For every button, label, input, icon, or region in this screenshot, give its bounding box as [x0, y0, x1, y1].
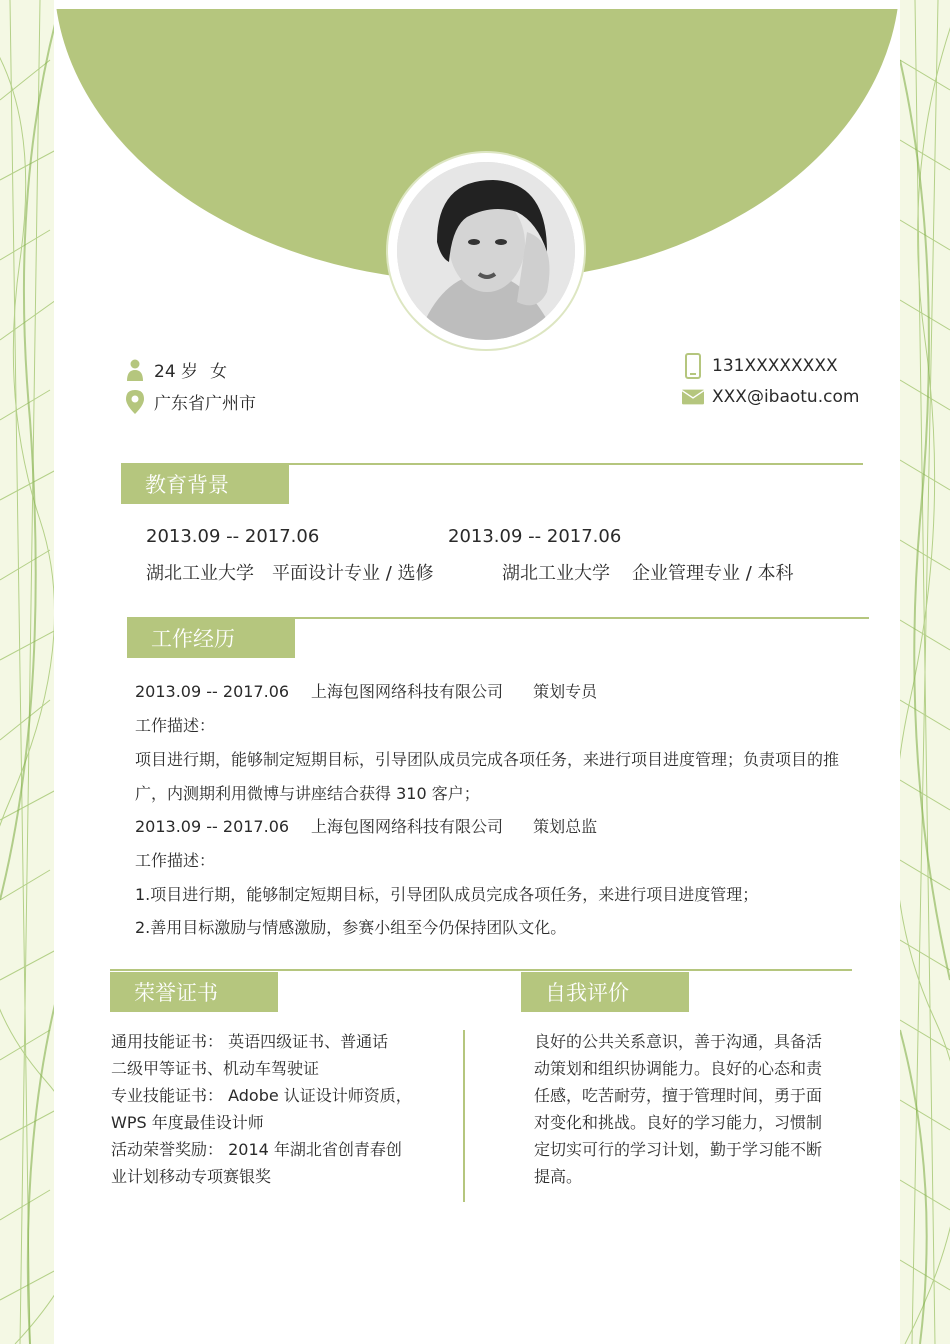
self-eval-line: 对变化和挑战。良好的学习能力，习惯制	[534, 1113, 823, 1132]
honors-line: 通用技能证书： 英语四级证书、普通话	[111, 1032, 389, 1051]
self-eval-text	[534, 1028, 864, 1190]
person-icon	[124, 358, 146, 382]
job-2-header	[135, 810, 597, 844]
honors-line: 专业技能证书： Adobe 认证设计师资质，	[111, 1086, 412, 1105]
honors-line: 业计划移动专项赛银奖	[111, 1167, 272, 1186]
job-1-header	[135, 675, 597, 709]
email-text: XXX@ibaotu.com	[712, 387, 860, 407]
job-2-desc-line: 1.项目进行期，能够制定短期目标，引导团队成员完成各项任务，来进行项目进度管理；	[135, 885, 759, 904]
edu-2-period: 2013.09 -- 2017.06	[448, 526, 622, 547]
phone-icon	[682, 354, 704, 378]
self-eval-line: 定切实可行的学习计划，勤于学习能不断	[534, 1140, 823, 1159]
location-pin-icon	[124, 390, 146, 414]
email	[682, 385, 859, 409]
avatar-frame	[388, 153, 584, 349]
edu-1-detail	[146, 559, 434, 585]
edu-1-school: 湖北工业大学	[146, 563, 254, 584]
education-heading: 教育背景	[121, 464, 289, 504]
job-1-desc-label: 工作描述：	[135, 716, 216, 735]
phone	[682, 354, 838, 378]
edu-2-school: 湖北工业大学	[502, 563, 610, 584]
job-1-position: 策划专员	[533, 682, 598, 701]
honors-line: WPS 年度最佳设计师	[111, 1113, 264, 1132]
phone-text: 131XXXXXXXX	[712, 356, 838, 376]
header-top-margin	[54, 0, 900, 9]
column-divider	[463, 1030, 465, 1202]
bottom-divider	[110, 969, 852, 971]
gender-text: 女	[210, 362, 228, 382]
job-1-period: 2013.09 -- 2017.06	[135, 682, 290, 701]
self-eval-heading: 自我评价	[521, 972, 689, 1012]
job-2-period: 2013.09 -- 2017.06	[135, 817, 290, 836]
job-1-desc-line: 广，内测期利用微博与讲座结合获得 310 客户；	[135, 784, 480, 803]
edu-1-period: 2013.09 -- 2017.06	[146, 526, 320, 547]
age-gender	[124, 357, 227, 382]
avatar	[397, 162, 575, 340]
honors-line: 活动荣誉奖励： 2014 年湖北省创青春创	[111, 1140, 402, 1159]
honors-heading: 荣誉证书	[110, 972, 278, 1012]
edu-2-detail	[502, 559, 794, 585]
edu-2-major: 企业管理专业 / 本科	[632, 563, 794, 584]
honors-line: 二级甲等证书、机动车驾驶证	[111, 1059, 320, 1078]
job-1-company: 上海包图网络科技有限公司	[311, 682, 504, 701]
self-eval-line: 任感，吃苦耐劳，擅于管理时间，勇于面	[534, 1086, 823, 1105]
job-1-desc-line: 项目进行期，能够制定短期目标，引导团队成员完成各项任务，来进行项目进度管理；负责项目的推	[135, 750, 840, 769]
job-2-desc-line: 2.善用目标激励与情感激励，参赛小组至今仍保持团队文化。	[135, 918, 567, 937]
leaf-texture-right	[900, 0, 950, 1344]
age-text: 24 岁	[154, 362, 199, 382]
self-eval-line: 动策划和组织协调能力。良好的心态和责	[534, 1059, 823, 1078]
work-heading: 工作经历	[127, 618, 295, 658]
mail-icon	[682, 385, 704, 409]
self-eval-line: 良好的公共关系意识，善于沟通，具备活	[534, 1032, 823, 1051]
honors-text	[111, 1028, 451, 1190]
job-2-position: 策划总监	[533, 817, 598, 836]
leaf-texture-left	[0, 0, 56, 1344]
self-eval-line: 提高。	[534, 1167, 583, 1186]
location-text: 广东省广州市	[154, 394, 256, 414]
location	[124, 389, 256, 414]
job-2-company: 上海包图网络科技有限公司	[311, 817, 504, 836]
edu-1-major: 平面设计专业 / 选修	[272, 563, 434, 584]
job-2-desc-label: 工作描述：	[135, 851, 216, 870]
resume-page	[54, 0, 900, 1344]
